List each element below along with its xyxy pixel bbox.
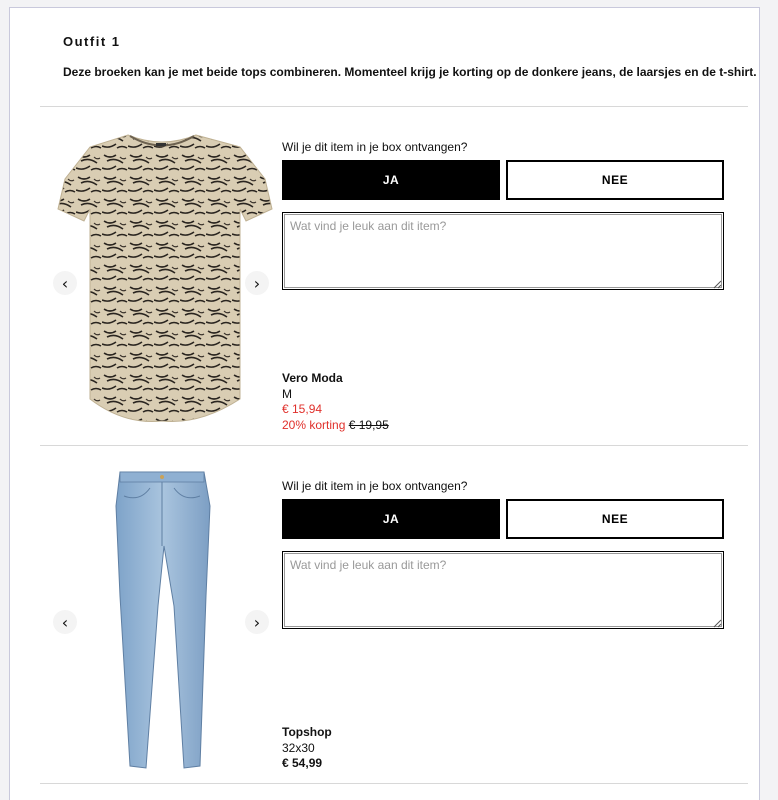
divider	[40, 106, 748, 107]
tiger-print-top-image	[50, 129, 275, 425]
outfit-header	[63, 34, 757, 79]
chevron-left-icon: ‹	[61, 612, 69, 632]
item-price: € 54,99	[282, 756, 323, 770]
no-button[interactable]: NEE	[506, 160, 724, 200]
outfit-title: Outfit 1	[63, 34, 121, 49]
chevron-right-icon: ›	[253, 273, 261, 293]
prev-image-button[interactable]	[53, 271, 77, 295]
item-size: M	[282, 386, 292, 401]
item-brand: Topshop	[282, 725, 332, 739]
prev-image-button[interactable]	[53, 610, 77, 634]
yes-button[interactable]: JA	[282, 160, 500, 200]
chevron-left-icon: ‹	[61, 273, 69, 293]
divider	[40, 783, 748, 784]
resize-grip-icon[interactable]	[713, 280, 722, 289]
skinny-jeans-image	[50, 466, 275, 771]
comment-input[interactable]	[282, 551, 724, 629]
resize-grip-icon[interactable]	[713, 619, 722, 628]
item-details	[282, 371, 389, 433]
item-price: € 15,94	[282, 402, 323, 416]
no-button[interactable]: NEE	[506, 499, 724, 539]
item-question: Wil je dit item in je box ontvangen?	[282, 479, 468, 493]
discount-label: 20% korting	[282, 417, 346, 432]
item-size: 32x30	[282, 740, 315, 755]
divider	[40, 445, 748, 446]
original-price: € 19,95	[348, 417, 389, 432]
chevron-right-icon: ›	[253, 612, 261, 632]
item-brand: Vero Moda	[282, 371, 343, 385]
item-question: Wil je dit item in je box ontvangen?	[282, 140, 468, 154]
yes-button[interactable]: JA	[282, 499, 500, 539]
next-image-button[interactable]	[245, 610, 269, 634]
outfit-description: Deze broeken kan je met beide tops combineren. Momenteel krijg je korting op de donkere jeans, de laarsjes en de t-shirt.	[63, 65, 757, 79]
outfit-card	[9, 7, 760, 800]
item-details	[282, 725, 332, 772]
comment-input[interactable]	[282, 212, 724, 290]
next-image-button[interactable]	[245, 271, 269, 295]
